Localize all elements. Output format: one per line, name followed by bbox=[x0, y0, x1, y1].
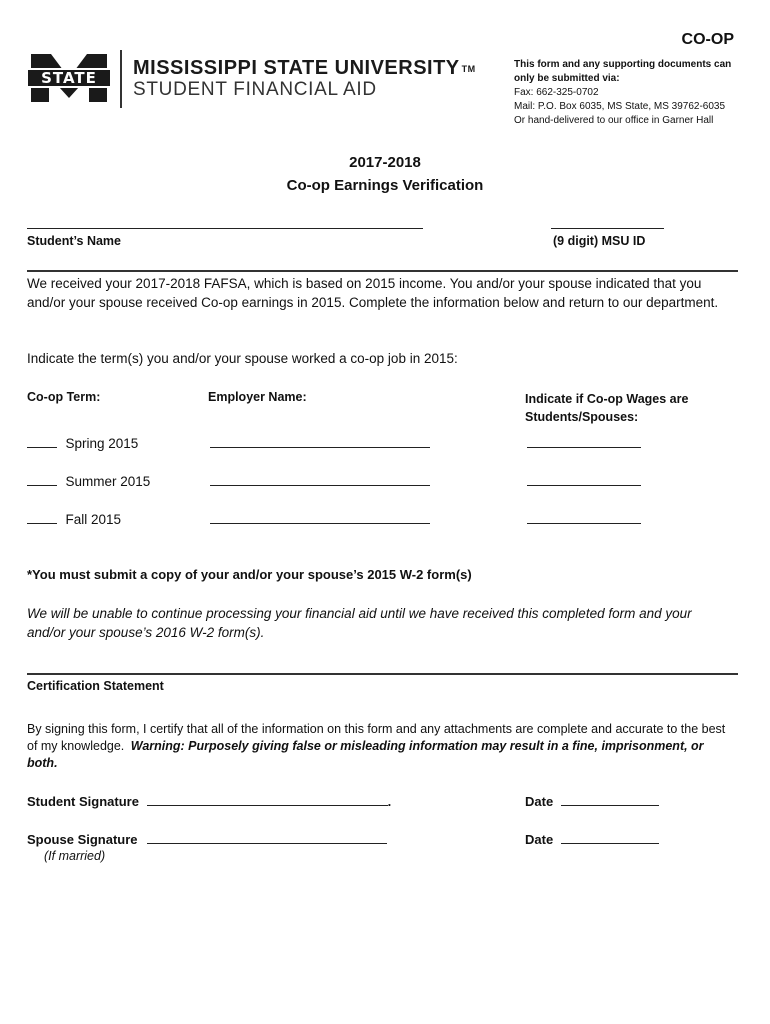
intro-paragraph: We received your 2017-2018 FAFSA, which is based on 2015 income. You and/or your spouse indicated that you and/or your spouse received Co-op earnings in 2015. Complete the information below and return to our department. bbox=[27, 276, 719, 310]
signature-period: . bbox=[387, 794, 392, 809]
student-date-row bbox=[525, 793, 659, 809]
term-checkbox-spring[interactable] bbox=[27, 435, 57, 448]
spouse-signature-field[interactable] bbox=[147, 831, 387, 844]
date-label: Date bbox=[525, 832, 554, 847]
spouse-date-row bbox=[525, 831, 659, 847]
wages-header-line1: Indicate if Co-op Wages are bbox=[525, 392, 689, 406]
term-checkbox-summer[interactable] bbox=[27, 473, 57, 486]
employer-field-summer[interactable] bbox=[210, 485, 430, 486]
wages-field-summer[interactable] bbox=[527, 485, 641, 486]
date-label: Date bbox=[525, 794, 554, 809]
certification-divider bbox=[27, 673, 738, 675]
term-row bbox=[27, 434, 138, 453]
term-column-header: Co-op Term: bbox=[27, 390, 101, 404]
submission-intro: This form and any supporting documents can only be submitted via: bbox=[514, 59, 732, 84]
logo-divider bbox=[120, 50, 122, 108]
student-signature-label: Student Signature bbox=[27, 794, 139, 809]
form-code: CO-OP bbox=[681, 31, 734, 48]
wages-field-spring[interactable] bbox=[527, 447, 641, 448]
student-name-field[interactable] bbox=[27, 228, 423, 229]
department-name: STUDENT FINANCIAL AID bbox=[133, 79, 377, 100]
logo-shield-text: STATE bbox=[41, 69, 97, 87]
submission-info bbox=[514, 58, 754, 128]
employer-field-fall[interactable] bbox=[210, 523, 430, 524]
spouse-note: (If married) bbox=[44, 849, 106, 863]
spouse-date-field[interactable] bbox=[561, 831, 659, 844]
employer-column-header: Employer Name: bbox=[208, 390, 307, 404]
student-date-field[interactable] bbox=[561, 793, 659, 806]
submission-hand: Or hand-delivered to our office in Garner Hall bbox=[514, 115, 714, 126]
certification-body: By signing this form, I certify that all of the information on this form and any attachments are complete and accurate to the best of my knowledge. bbox=[27, 722, 726, 753]
certification-warning: Warning: Purposely giving false or misleading information may result in a fine, imprisonment, or both. bbox=[27, 739, 704, 770]
term-instruction: Indicate the term(s) you and/or your spouse worked a co-op job in 2015: bbox=[27, 351, 458, 366]
w2-notice: *You must submit a copy of your and/or your spouse’s 2015 W-2 form(s) bbox=[27, 567, 472, 582]
university-name-text: MISSISSIPPI STATE UNIVERSITY bbox=[133, 57, 460, 79]
submission-mail: Mail: P.O. Box 6035, MS State, MS 39762-6035 bbox=[514, 101, 726, 112]
msu-id-field[interactable] bbox=[551, 228, 664, 229]
spouse-signature-label: Spouse Signature bbox=[27, 832, 138, 847]
term-row bbox=[27, 472, 150, 491]
certification-text bbox=[27, 721, 727, 772]
student-name-label: Student’s Name bbox=[27, 234, 122, 248]
submission-fax: Fax: 662-325-0702 bbox=[514, 87, 599, 98]
msu-logo-icon bbox=[27, 52, 111, 104]
wages-header-line2: Students/Spouses: bbox=[525, 410, 639, 424]
university-name bbox=[133, 57, 476, 80]
student-signature-row bbox=[27, 793, 391, 809]
msu-id-label: (9 digit) MSU ID bbox=[553, 234, 646, 248]
processing-notice: We will be unable to continue processing your financial aid until we have received this completed form and your and/or your spouse’s 2016 W-2 form(s). bbox=[27, 606, 692, 640]
term-label: Spring 2015 bbox=[65, 436, 139, 451]
student-signature-field[interactable] bbox=[147, 793, 388, 806]
wages-field-fall[interactable] bbox=[527, 523, 641, 524]
section-divider bbox=[27, 270, 738, 272]
form-year: 2017-2018 bbox=[349, 154, 421, 171]
term-label: Summer 2015 bbox=[65, 474, 151, 489]
certification-heading: Certification Statement bbox=[27, 679, 164, 693]
wages-column-header bbox=[525, 390, 688, 426]
spouse-signature-row bbox=[27, 831, 387, 847]
trademark: TM bbox=[461, 64, 476, 74]
term-checkbox-fall[interactable] bbox=[27, 511, 57, 524]
form-title: Co-op Earnings Verification bbox=[286, 177, 484, 194]
term-label: Fall 2015 bbox=[65, 512, 121, 527]
employer-field-spring[interactable] bbox=[210, 447, 430, 448]
term-row bbox=[27, 510, 121, 529]
